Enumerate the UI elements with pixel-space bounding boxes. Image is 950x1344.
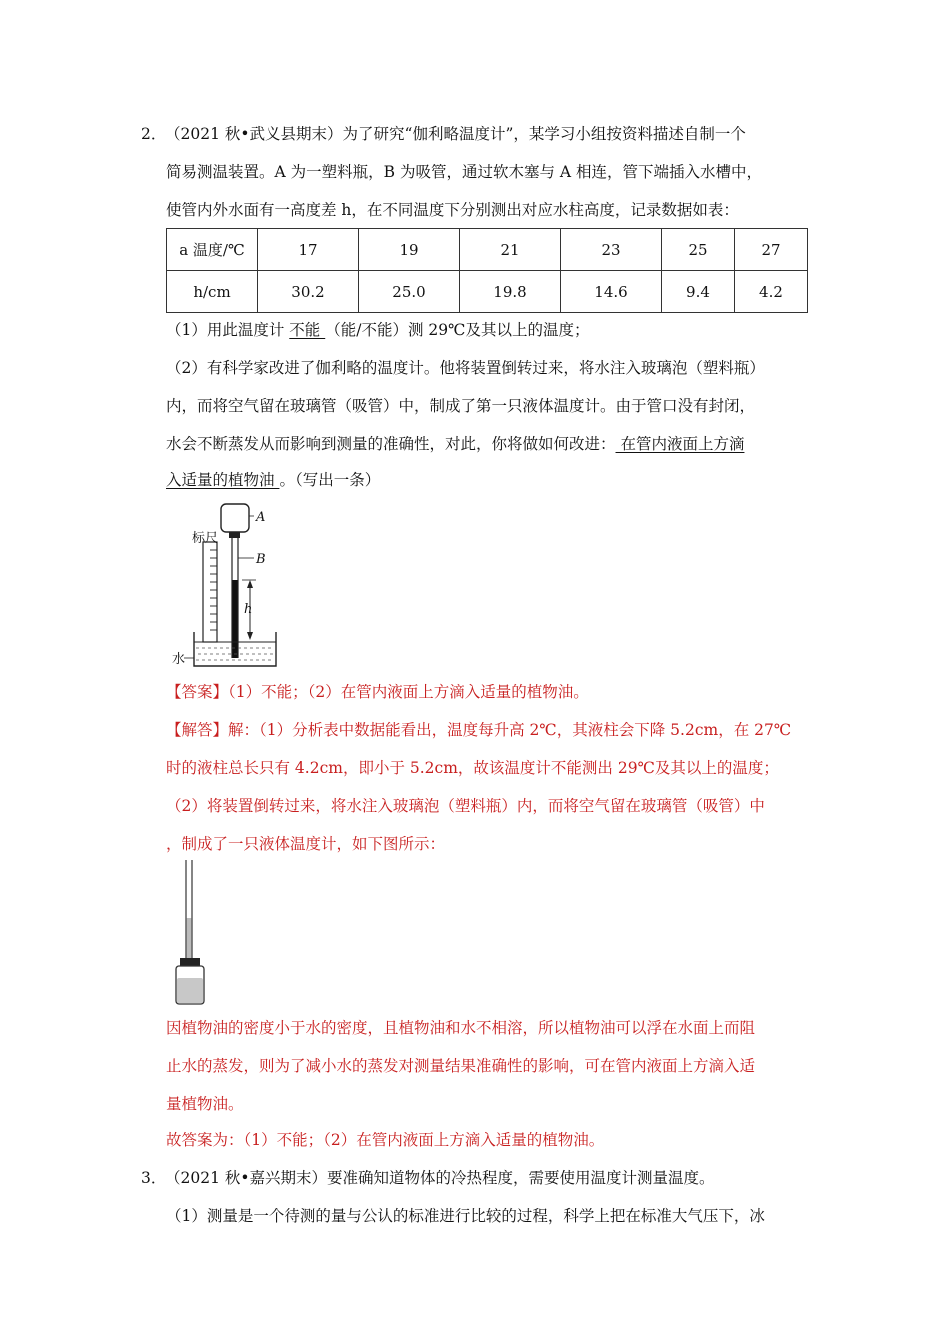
question-2-line-3: 使管内外水面有一高度差 h，在不同温度下分别测出对应水柱高度，记录数据如表： — [166, 201, 739, 219]
table-row — [167, 229, 808, 271]
figure-label-a: A — [256, 510, 266, 525]
sub-question-2-answer-blank-cont: 入适量的植物油 — [166, 471, 280, 489]
table-cell: 25.0 — [359, 271, 460, 313]
sub-question-1 — [166, 320, 589, 340]
sub-question-2-line-3 — [166, 434, 744, 454]
analysis-line-7: 量植物油。 — [166, 1095, 244, 1113]
question-2-number: 2． — [141, 125, 167, 143]
table-header-temperature: a 温度/℃ — [167, 229, 258, 271]
answer-text: （1）不能；（2）在管内液面上方滴入适量的植物油。 — [228, 683, 589, 701]
question-3-line-2: （1）测量是一个待测的量与公认的标准进行比较的过程，科学上把在标准大气压下，冰 — [166, 1207, 765, 1225]
figure-label-h: h — [244, 602, 253, 617]
table-cell: 19 — [359, 229, 460, 271]
analysis-line-1 — [166, 720, 791, 740]
question-2-line-1: （2021 秋•武义县期末）为了研究“伽利略温度计”，某学习小组按资料描述自制一个 — [165, 125, 746, 143]
sub-question-2-text: 水会不断蒸发从而影响到测量的准确性，对此，你将做如何改进： — [166, 435, 616, 453]
figure-label-ruler: 标尺 — [192, 531, 219, 546]
table-cell: 27 — [734, 229, 807, 271]
table-cell: 30.2 — [258, 271, 359, 313]
analysis-tag: 【解答】 — [166, 721, 229, 739]
answer-tag: 【答案】 — [166, 683, 229, 701]
table-cell: 23 — [561, 229, 662, 271]
sub-question-2-line-2: 内，而将空气留在玻璃管（吸管）中，制成了第一只液体温度计。由于管口没有封闭， — [166, 397, 756, 415]
analysis-text-1: 解：（1）分析表中数据能看出，温度每升高 2℃，其液柱会下降 5.2cm，在 27℃ — [228, 721, 792, 739]
question-3-line-1: （2021 秋•嘉兴期末）要准确知道物体的冷热程度，需要使用温度计测量温度。 — [165, 1169, 715, 1187]
sub-question-2-line-4 — [166, 470, 380, 490]
galileo-thermometer-figure — [172, 500, 282, 670]
table-cell: 4.2 — [734, 271, 807, 313]
sub-question-2-suffix: 。（写出一条） — [279, 471, 381, 489]
sub-question-2-answer-blank: 在管内液面上方滴 — [615, 435, 745, 453]
liquid-thermometer-figure — [172, 858, 212, 1008]
table-cell: 25 — [662, 229, 735, 271]
table-cell: 21 — [460, 229, 561, 271]
answer-line — [166, 682, 589, 702]
sub-question-1-suffix: （能/不能）测 29℃及其以上的温度； — [325, 321, 590, 339]
sub-question-1-answer-blank: 不能 — [289, 321, 326, 339]
analysis-line-3: （2）将装置倒转过来，将水注入玻璃泡（塑料瓶）内，而将空气留在玻璃管（吸管）中 — [166, 797, 765, 815]
temperature-height-table — [166, 228, 808, 313]
table-header-height: h/cm — [167, 271, 258, 313]
question-2-line-2: 简易测温装置。A 为一塑料瓶，B 为吸管，通过软木塞与 A 相连，管下端插入水槽中， — [166, 163, 762, 181]
analysis-line-6: 止水的蒸发，则为了减小水的蒸发对测量结果准确性的影响，可在管内液面上方滴入适 — [166, 1057, 756, 1075]
figure-label-b: B — [256, 552, 266, 567]
analysis-line-4: ，制成了一只液体温度计，如下图所示： — [166, 835, 446, 853]
question-3-number: 3． — [141, 1169, 167, 1187]
table-cell: 19.8 — [460, 271, 561, 313]
table-cell: 17 — [258, 229, 359, 271]
analysis-line-2: 时的液柱总长只有 4.2cm，即小于 5.2cm，故该温度计不能测出 29℃及其以上的温度； — [166, 759, 779, 777]
sub-question-1-prefix: （1）用此温度计 — [166, 321, 290, 339]
table-row — [167, 271, 808, 313]
table-cell: 9.4 — [662, 271, 735, 313]
analysis-line-5: 因植物油的密度小于水的密度，且植物油和水不相溶，所以植物油可以浮在水面上而阻 — [166, 1019, 756, 1037]
figure-label-water: 水 — [172, 652, 186, 667]
table-cell: 14.6 — [561, 271, 662, 313]
conclusion-line: 故答案为：（1）不能；（2）在管内液面上方滴入适量的植物油。 — [166, 1131, 605, 1149]
sub-question-2-line-1: （2）有科学家改进了伽利略的温度计。他将装置倒转过来，将水注入玻璃泡（塑料瓶） — [166, 359, 765, 377]
